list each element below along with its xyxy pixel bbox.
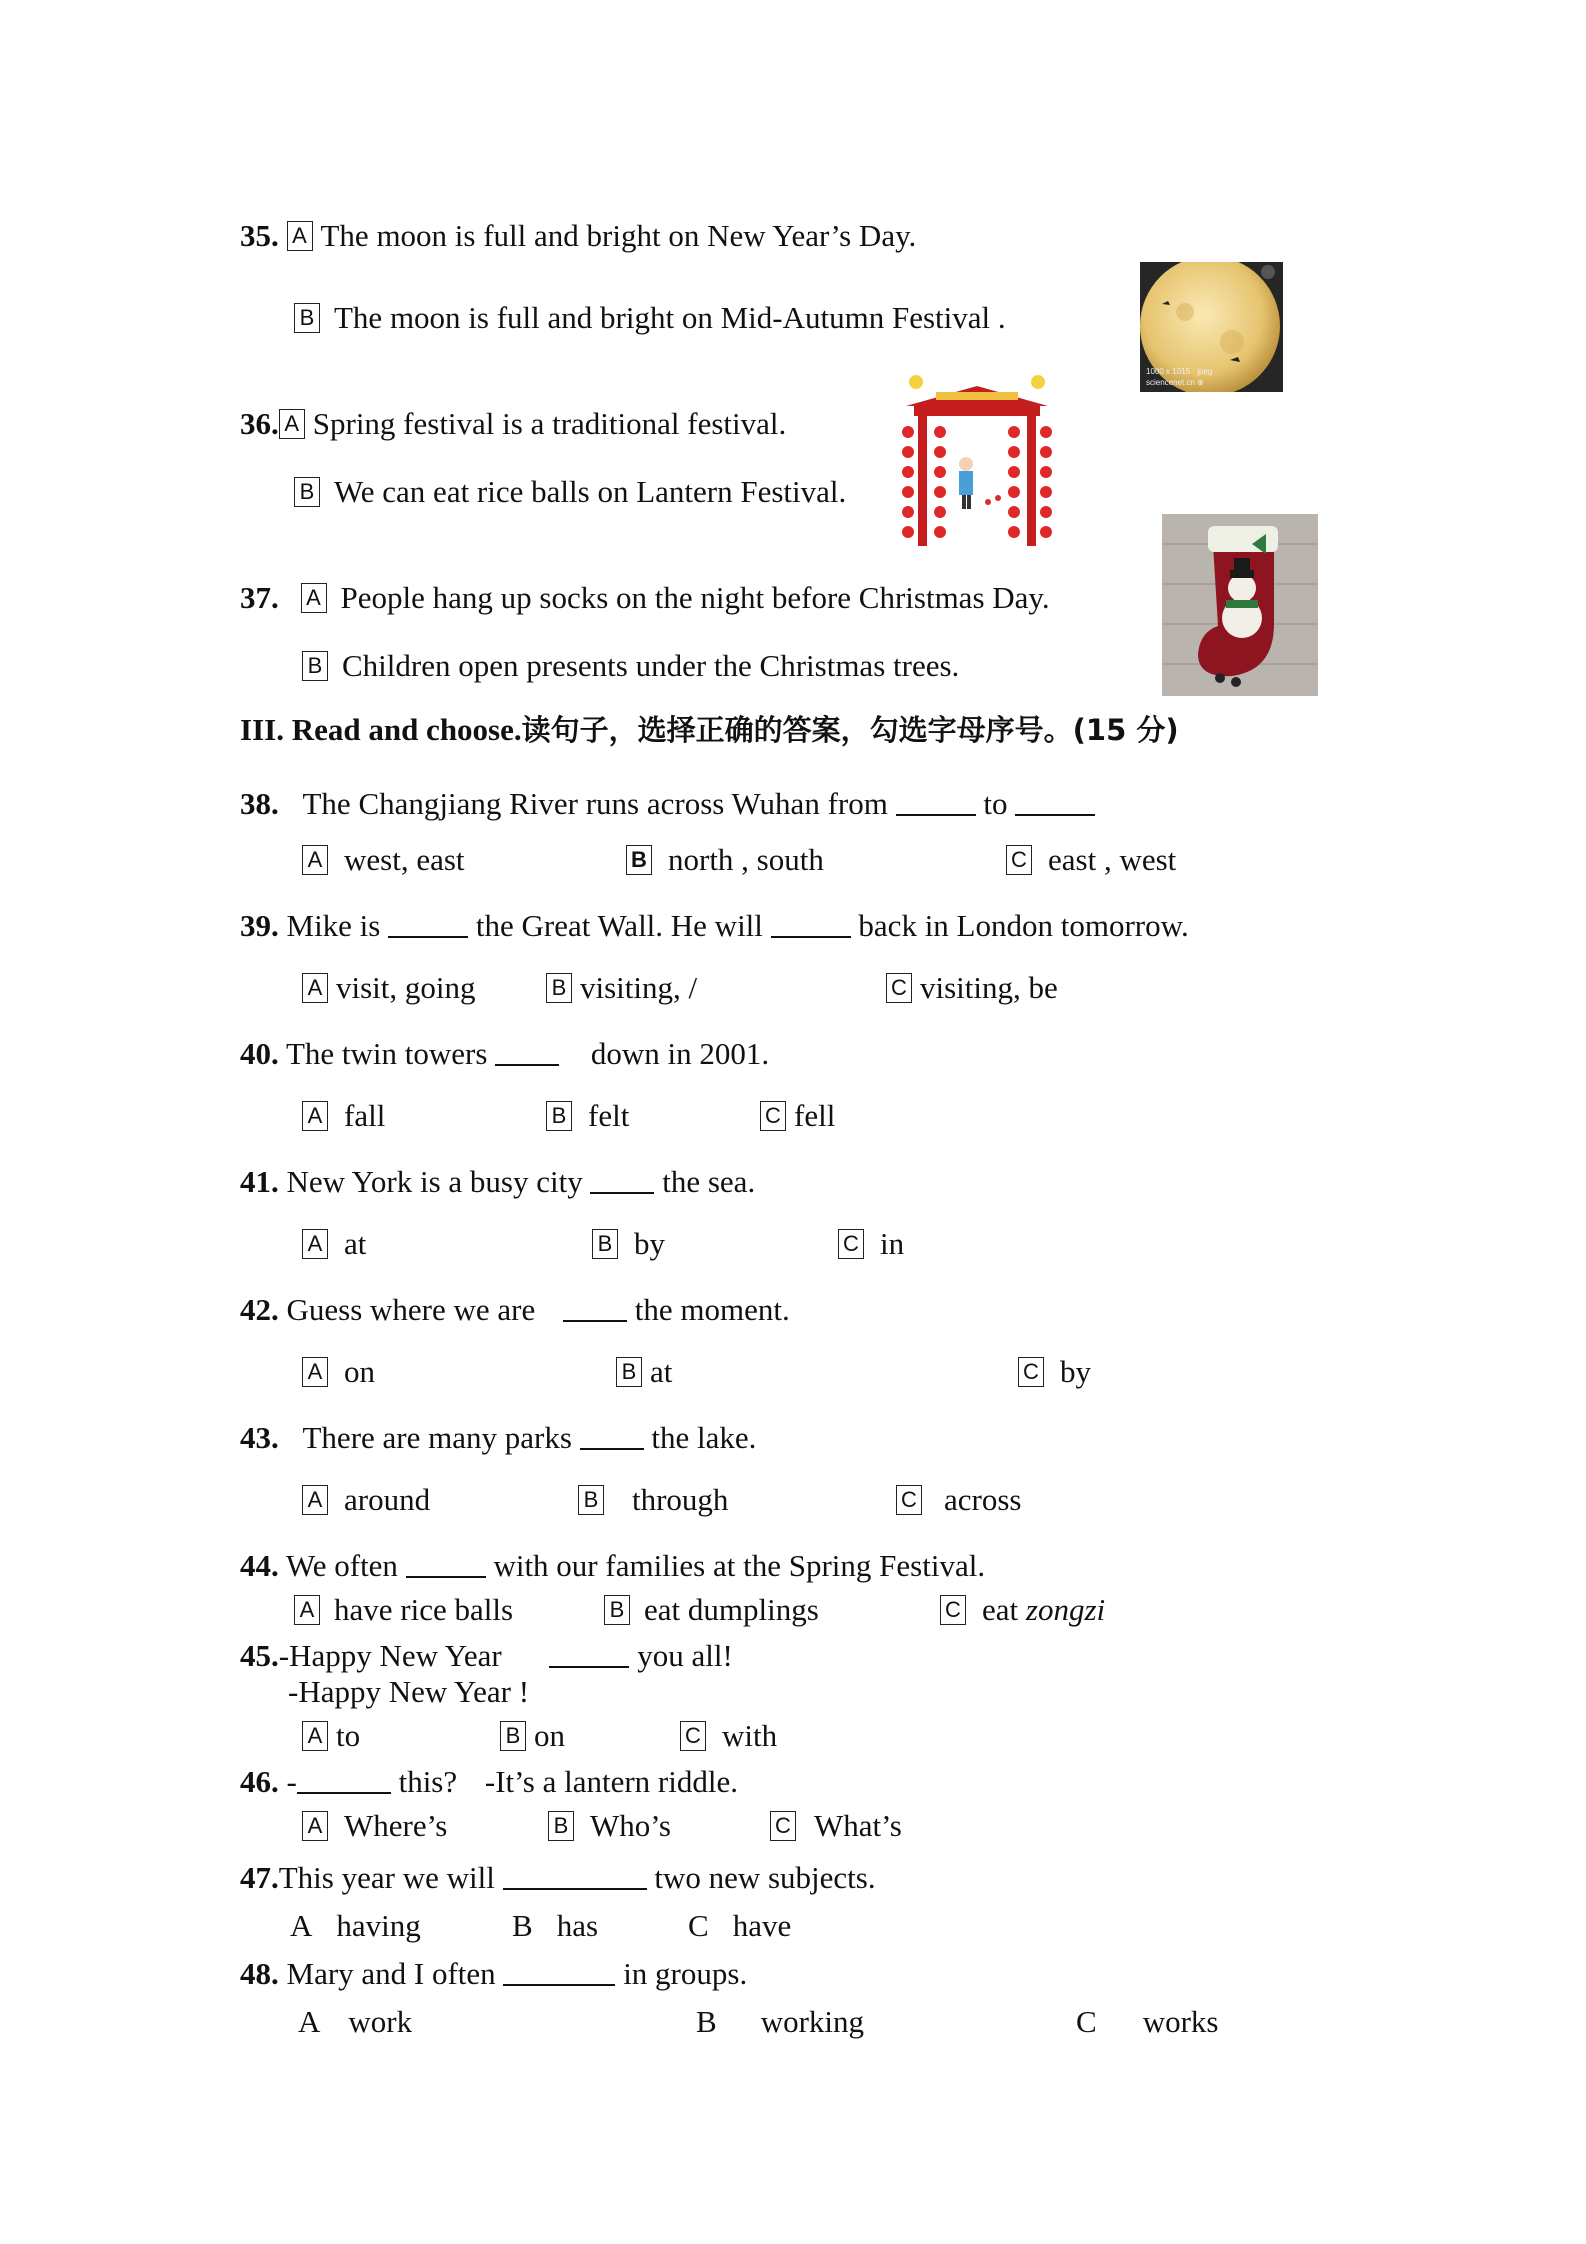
lantern-gate-image	[896, 372, 1058, 552]
q39-option-b[interactable]	[546, 968, 697, 1008]
question-number: 36.	[240, 406, 279, 441]
q37-option-a[interactable]	[240, 578, 1050, 618]
option-letter-box[interactable]: B	[626, 845, 652, 875]
option-text: visiting, /	[580, 970, 698, 1005]
question-number: 48.	[240, 1956, 279, 1991]
q41-option-a[interactable]	[302, 1224, 366, 1264]
q48-option-b[interactable]	[696, 2002, 864, 2042]
option-letter: B	[512, 1908, 533, 1943]
q40-option-a[interactable]	[302, 1096, 385, 1136]
q43-option-a[interactable]	[302, 1480, 430, 1520]
option-letter-box[interactable]: A	[302, 1721, 328, 1751]
option-text: visiting, be	[920, 970, 1058, 1005]
question-text: -	[286, 1764, 297, 1799]
option-text: to	[336, 1718, 361, 1753]
q39-option-a[interactable]	[302, 968, 476, 1008]
answer-blank[interactable]	[896, 788, 976, 816]
question-number: 46.	[240, 1764, 279, 1799]
q45-option-b[interactable]	[500, 1716, 565, 1756]
option-text: having	[336, 1908, 421, 1943]
option-text: felt	[588, 1098, 630, 1133]
option-text: by	[634, 1226, 665, 1261]
question-number: 35.	[240, 218, 279, 253]
q46-option-a[interactable]	[302, 1806, 447, 1846]
image-caption: 1000 x 1015 · jpeg	[1146, 367, 1213, 376]
q48-option-c[interactable]	[1076, 2002, 1218, 2042]
option-text: eat dumplings	[644, 1592, 819, 1627]
option-text: work	[348, 2004, 413, 2039]
q42-option-a[interactable]	[302, 1352, 375, 1392]
option-letter-box[interactable]: C	[886, 973, 912, 1003]
section-title: III. Read and choose.	[240, 712, 522, 747]
option-text: visit, going	[336, 970, 476, 1005]
question-text: two new subjects.	[654, 1860, 876, 1895]
answer-blank[interactable]	[406, 1550, 486, 1578]
q35-option-a[interactable]	[240, 216, 916, 256]
christmas-stocking-image	[1162, 514, 1318, 696]
question-number: 44.	[240, 1548, 279, 1583]
option-letter-box[interactable]: B	[500, 1721, 526, 1751]
q43-option-b[interactable]	[578, 1480, 728, 1520]
option-text: have	[732, 1908, 792, 1943]
question-number: 38.	[240, 786, 279, 821]
q44-option-b[interactable]	[604, 1590, 819, 1630]
q46-option-b[interactable]	[548, 1806, 671, 1846]
option-letter: A	[298, 2004, 321, 2039]
question-text: back in London tomorrow.	[858, 908, 1189, 943]
option-text: west, east	[344, 842, 465, 877]
option-text: Children open presents under the Christmas trees.	[342, 648, 960, 683]
q39-option-c[interactable]	[886, 968, 1058, 1008]
q48-stem	[240, 1954, 747, 1994]
answer-blank[interactable]	[580, 1422, 644, 1450]
option-letter-box[interactable]: B	[592, 1229, 618, 1259]
question-text: The twin towers	[285, 1036, 488, 1071]
option-letter: C	[1076, 2004, 1097, 2039]
option-letter-box[interactable]: B	[294, 477, 320, 507]
question-text: -Happy New Year !	[288, 1674, 530, 1709]
option-letter-box[interactable]: C	[1018, 1357, 1044, 1387]
option-text: eat	[982, 1592, 1026, 1627]
option-letter-box[interactable]: B	[604, 1595, 630, 1625]
answer-blank[interactable]	[563, 1294, 627, 1322]
q41-option-b[interactable]	[592, 1224, 665, 1264]
q36-option-b[interactable]	[294, 472, 846, 512]
option-text: People hang up socks on the night before Christmas Day.	[340, 580, 1050, 615]
q38-option-b[interactable]	[626, 840, 824, 880]
option-letter-box[interactable]: C	[896, 1485, 922, 1515]
answer-blank[interactable]	[590, 1166, 654, 1194]
option-letter-box[interactable]: A	[287, 221, 313, 251]
option-letter-box[interactable]: A	[302, 1485, 328, 1515]
q40-option-b[interactable]	[546, 1096, 629, 1136]
question-number: 47.	[240, 1860, 279, 1895]
option-letter: A	[290, 1908, 313, 1943]
q44-option-a[interactable]	[294, 1590, 513, 1630]
question-text: down in 2001.	[590, 1036, 770, 1071]
option-text: The moon is full and bright on Mid-Autumn Festival .	[334, 300, 1006, 335]
option-text: east , west	[1048, 842, 1177, 877]
q40-stem	[240, 1034, 769, 1074]
option-text: fall	[344, 1098, 386, 1133]
option-text: on	[344, 1354, 375, 1389]
option-text: fell	[794, 1098, 836, 1133]
question-text: the moment.	[634, 1292, 790, 1327]
option-text: by	[1060, 1354, 1091, 1389]
q40-option-c[interactable]	[760, 1096, 835, 1136]
option-letter-box[interactable]: A	[302, 1229, 328, 1259]
answer-blank[interactable]	[388, 910, 468, 938]
question-number: 40.	[240, 1036, 279, 1071]
option-text: north , south	[668, 842, 824, 877]
q39-stem	[240, 906, 1189, 946]
option-letter-box[interactable]: C	[680, 1721, 706, 1751]
q38-stem	[240, 784, 1095, 824]
option-letter-box[interactable]: B	[616, 1357, 642, 1387]
section-instruction: 读句子，选择正确的答案，勾选字母序号。(15 分)	[521, 713, 1179, 747]
option-letter-box[interactable]: A	[302, 1357, 328, 1387]
q38-option-a[interactable]	[302, 840, 465, 880]
answer-blank[interactable]	[549, 1640, 629, 1668]
q36-option-a[interactable]	[240, 404, 786, 444]
question-text: -It’s a lantern riddle.	[484, 1764, 738, 1799]
question-text: you all!	[637, 1638, 733, 1673]
option-text: has	[556, 1908, 599, 1943]
option-letter-box[interactable]: C	[770, 1811, 796, 1841]
option-letter-box[interactable]: B	[294, 303, 320, 333]
q38-option-c[interactable]	[1006, 840, 1176, 880]
option-letter-box[interactable]: C	[760, 1101, 786, 1131]
option-letter-box[interactable]: A	[302, 1811, 328, 1841]
option-letter-box[interactable]: C	[838, 1229, 864, 1259]
option-letter-box[interactable]: A	[294, 1595, 320, 1625]
option-text: at	[344, 1226, 367, 1261]
option-text: Where’s	[344, 1808, 448, 1843]
question-number: 37.	[240, 580, 279, 615]
question-text: to	[983, 786, 1008, 821]
option-letter-box[interactable]: B	[546, 973, 572, 1003]
question-text: There are many parks	[302, 1420, 572, 1455]
q42-option-b[interactable]	[616, 1352, 672, 1392]
q47-option-a[interactable]	[290, 1906, 421, 1946]
q42-stem	[240, 1290, 790, 1330]
question-number: 45.	[240, 1638, 279, 1673]
q45-option-a[interactable]	[302, 1716, 360, 1756]
answer-blank[interactable]	[771, 910, 851, 938]
option-letter-box[interactable]: A	[301, 583, 327, 613]
question-text: with our families at the Spring Festival.	[493, 1548, 986, 1583]
image-caption: sciencenet.cn ⊕	[1146, 378, 1204, 387]
question-text: -Happy New Year	[278, 1638, 502, 1673]
q45-response	[288, 1672, 529, 1712]
answer-blank[interactable]	[1015, 788, 1095, 816]
question-text: The Changjiang River runs across Wuhan from	[302, 786, 888, 821]
option-text: We can eat rice balls on Lantern Festival.	[334, 474, 847, 509]
q35-option-b[interactable]	[294, 298, 1006, 338]
option-letter-box[interactable]: A	[302, 973, 328, 1003]
question-text: Mike is	[286, 908, 381, 943]
question-text: this?	[398, 1764, 458, 1799]
q42-option-c[interactable]	[1018, 1352, 1091, 1392]
option-letter-box[interactable]: B	[546, 1101, 572, 1131]
answer-blank[interactable]	[503, 1862, 647, 1890]
option-letter-box[interactable]: C	[1006, 845, 1032, 875]
q45-option-c[interactable]	[680, 1716, 777, 1756]
q44-option-c[interactable]	[940, 1590, 1105, 1630]
option-letter-box[interactable]: C	[940, 1595, 966, 1625]
moon-image	[1140, 262, 1283, 392]
q41-stem	[240, 1162, 755, 1202]
option-text: What’s	[814, 1808, 902, 1843]
question-text: the Great Wall. He will	[475, 908, 763, 943]
question-number: 42.	[240, 1292, 279, 1327]
option-letter-box[interactable]: B	[578, 1485, 604, 1515]
option-letter-box[interactable]: B	[302, 651, 328, 681]
question-number: 43.	[240, 1420, 279, 1455]
section-heading	[240, 710, 1179, 750]
q44-stem	[240, 1546, 985, 1586]
question-text: Guess where we are	[286, 1292, 536, 1327]
option-text: with	[722, 1718, 778, 1753]
option-text: The moon is full and bright on New Year’s Day.	[320, 218, 917, 253]
answer-blank[interactable]	[495, 1038, 559, 1066]
q43-stem	[240, 1418, 756, 1458]
question-text: Mary and I often	[286, 1956, 496, 1991]
q45-stem	[240, 1636, 733, 1676]
question-text: the lake.	[651, 1420, 757, 1455]
option-text: on	[534, 1718, 565, 1753]
q46-stem	[240, 1762, 738, 1802]
q46-option-c[interactable]	[770, 1806, 902, 1846]
question-text: New York is a busy city	[286, 1164, 583, 1199]
q47-stem	[240, 1858, 876, 1898]
option-text: working	[760, 2004, 865, 2039]
option-letter-box[interactable]: A	[279, 409, 305, 439]
option-letter: C	[688, 1908, 709, 1943]
option-text: in	[880, 1226, 905, 1261]
answer-blank[interactable]	[503, 1958, 615, 1986]
q47-option-b[interactable]	[512, 1906, 598, 1946]
question-number: 41.	[240, 1164, 279, 1199]
option-text: across	[944, 1482, 1022, 1517]
question-text: in groups.	[623, 1956, 748, 1991]
answer-blank[interactable]	[297, 1766, 391, 1794]
q41-option-c[interactable]	[838, 1224, 904, 1264]
question-text: This year we will	[278, 1860, 495, 1895]
q47-option-c[interactable]	[688, 1906, 791, 1946]
q37-option-b[interactable]	[302, 646, 959, 686]
option-text: have rice balls	[334, 1592, 514, 1627]
question-text: the sea.	[662, 1164, 756, 1199]
q48-option-a[interactable]	[298, 2002, 412, 2042]
option-text: Who’s	[590, 1808, 671, 1843]
option-letter-box[interactable]: A	[302, 1101, 328, 1131]
option-text: through	[632, 1482, 729, 1517]
option-text: at	[650, 1354, 673, 1389]
option-text: Spring festival is a traditional festival.	[312, 406, 787, 441]
option-letter-box[interactable]: A	[302, 845, 328, 875]
option-text-italic: zongzi	[1025, 1592, 1106, 1627]
option-letter: B	[696, 2004, 717, 2039]
option-text: works	[1142, 2004, 1219, 2039]
q43-option-c[interactable]	[896, 1480, 1021, 1520]
option-letter-box[interactable]: B	[548, 1811, 574, 1841]
question-text: We often	[285, 1548, 398, 1583]
question-number: 39.	[240, 908, 279, 943]
option-text: around	[344, 1482, 431, 1517]
